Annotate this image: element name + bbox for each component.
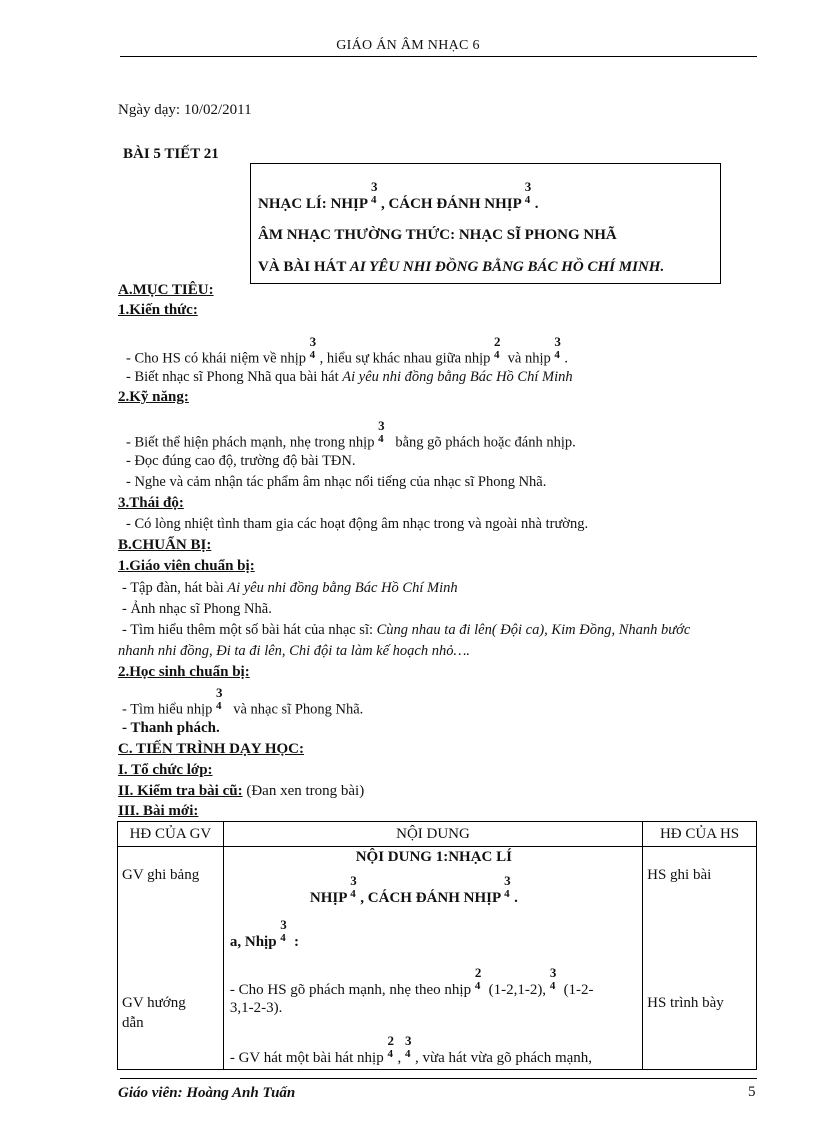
header-rule [120, 56, 757, 57]
header-title: GIÁO ÁN ÂM NHẠC 6 [336, 38, 480, 53]
table-header-row [118, 822, 757, 847]
teacher-prep-item-3-cont: nhanh nhi đồng, Đi ta đi lên, Chi đội ta làm kế hoạch nhỏ…. [118, 643, 471, 659]
teacher-activity-guide-cont: dẫn [122, 1015, 144, 1031]
header-content: NỘI DUNG [223, 822, 642, 847]
footer-teacher: Giáo viên: Hoàng Anh Tuấn [118, 1085, 296, 1101]
teacher-prep-item-1: - Tập đàn, hát bài Ai yêu nhi đồng bằng Bác Hồ Chí Minh [122, 580, 458, 596]
time-signature: 2 4 [494, 334, 501, 361]
student-prep-title: 2.Học sinh chuẩn bị: [118, 664, 250, 680]
content-paragraph-2: - GV hát một bài hát nhịp 2 4 , 3 4 , vừa hát vừa gõ phách mạnh, [229, 1033, 593, 1066]
old-lesson-check: II. Kiểm tra bài cũ: (Đan xen trong bài) [118, 783, 365, 799]
table-row [118, 847, 757, 1070]
time-signature: 3 4 [504, 873, 511, 900]
skill-item-1: - Biết thể hiện phách mạnh, nhẹ trong nhịp 3 4 bằng gõ phách hoặc đánh nhịp. [126, 418, 576, 451]
content-cell [223, 847, 642, 1070]
time-signature: 3 4 [309, 334, 317, 361]
student-prep-item-2: - Thanh phách. [122, 720, 220, 736]
time-signature: 2 4 [474, 965, 482, 992]
content-paragraph-1: - Cho HS gõ phách mạnh, nhẹ theo nhịp 2 4 (1-2,1-2), 3 4 (1-2- [229, 965, 594, 998]
content-title: NỘI DUNG 1:NHẠC LÍ [355, 849, 512, 865]
section-a-title: A.MỤC TIÊU: [118, 282, 214, 298]
time-signature: 3 4 [524, 179, 532, 206]
section-c-title: C. TIẾN TRÌNH DẠY HỌC: [118, 741, 304, 757]
lesson-date: Ngày dạy: 10/02/2011 [118, 102, 252, 118]
knowledge-item-2: - Biết nhạc sĩ Phong Nhã qua bài hát Ai yêu nhi đồng bằng Bác Hồ Chí Minh [126, 369, 573, 385]
content-paragraph-1-cont: 3,1-2-3). [229, 1000, 283, 1016]
knowledge-title: 1.Kiến thức: [118, 302, 198, 318]
topic-line-1: NHẠC LÍ: NHỊP 3 4 , CÁCH ĐÁNH NHỊP 3 4 . [258, 179, 539, 212]
skill-item-2: - Đọc đúng cao độ, trường độ bài TĐN. [126, 453, 356, 469]
time-signature: 3 4 [350, 873, 357, 900]
attitude-title: 3.Thái độ: [118, 495, 184, 511]
knowledge-item-1: - Cho HS có khái niệm về nhịp 3 4 , hiểu sự khác nhau giữa nhịp 2 4 và nhịp 3 4 . [126, 334, 569, 367]
time-signature: 3 4 [554, 334, 561, 361]
class-org-title: I. Tổ chức lớp: [118, 762, 213, 778]
content-item-a: a, Nhịp 3 4 : [229, 917, 300, 950]
lesson-title: BÀI 5 TIẾT 21 [123, 146, 219, 162]
teacher-activity-write: GV ghi bảng [122, 867, 200, 883]
time-signature: 3 4 [404, 1033, 412, 1060]
topic-line-2: ÂM NHẠC THƯỜNG THỨC: NHẠC SĨ PHONG NHÃ [258, 227, 617, 243]
time-signature: 3 4 [215, 685, 223, 712]
topic-line-1-prefix: NHẠC LÍ: NHỊP [258, 196, 368, 212]
student-activity-cell [643, 847, 757, 1070]
teacher-prep-item-2: - Ảnh nhạc sĩ Phong Nhã. [122, 601, 272, 617]
content-subtitle: NHỊP 3 4 , CÁCH ĐÁNH NHỊP 3 4 . [309, 873, 518, 906]
teacher-activity-guide: GV hướng [122, 995, 186, 1011]
student-activity-present: HS trình bày [647, 995, 724, 1011]
time-signature: 2 4 [387, 1033, 394, 1060]
skill-title: 2.Kỹ năng: [118, 389, 189, 405]
topic-line-1-mid: , CÁCH ĐÁNH NHỊP [380, 196, 521, 212]
header-teacher-activity: HĐ CỦA GV [118, 822, 224, 847]
section-b-title: B.CHUẨN BỊ: [118, 537, 212, 553]
time-signature: 3 4 [280, 917, 287, 944]
page-number: 5 [748, 1084, 756, 1100]
student-prep-item-1: - Tìm hiểu nhịp 3 4 và nhạc sĩ Phong Nhã. [122, 685, 364, 718]
skill-item-3: - Nghe và cảm nhận tác phẩm âm nhạc nổi tiếng của nhạc sĩ Phong Nhã. [126, 474, 547, 490]
student-activity-write: HS ghi bài [647, 867, 712, 883]
new-lesson-title: III. Bài mới: [118, 803, 199, 819]
attitude-item-1: - Có lòng nhiệt tình tham gia các hoạt động âm nhạc trong và ngoài nhà trường. [126, 516, 589, 532]
header-student-activity: HĐ CỦA HS [643, 822, 757, 847]
teacher-prep-title: 1.Giáo viên chuẩn bị: [118, 558, 255, 574]
teacher-activity-cell [118, 847, 224, 1070]
time-signature: 3 4 [370, 179, 378, 206]
footer-rule [120, 1078, 757, 1079]
lesson-activity-table [117, 821, 757, 1070]
topic-line-3: VÀ BÀI HÁT AI YÊU NHI ĐỒNG BẰNG BÁC HỒ CHÍ MINH. [258, 259, 665, 275]
teacher-prep-item-3: - Tìm hiểu thêm một số bài hát của nhạc sĩ: Cùng nhau ta đi lên( Đội ca), Kim Đồng, Nhanh bước [122, 622, 691, 638]
time-signature: 3 4 [549, 965, 557, 992]
song-title: AI YÊU NHI ĐỒNG BẰNG BÁC HỒ CHÍ MINH. [349, 259, 665, 275]
time-signature: 3 4 [378, 418, 385, 445]
